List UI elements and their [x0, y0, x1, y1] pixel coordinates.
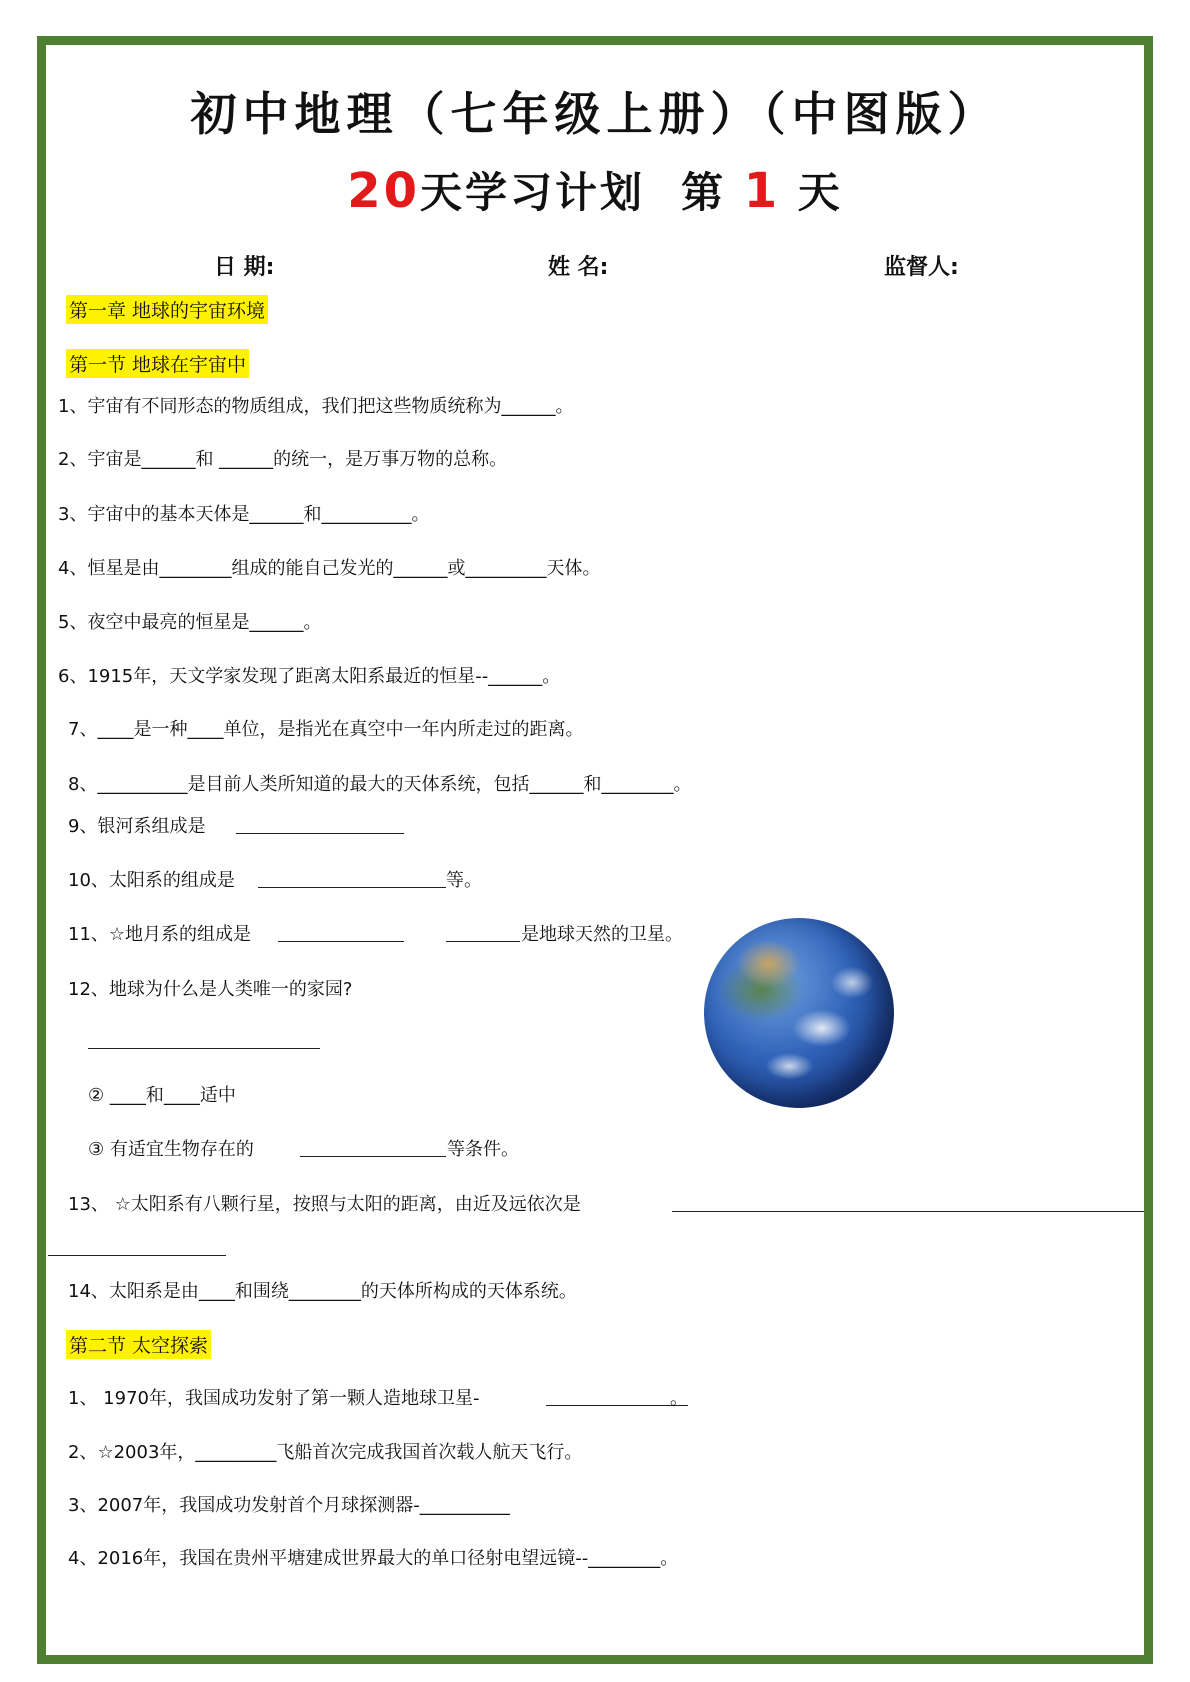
q12-answer-line-1	[88, 1048, 320, 1049]
s1-question-11: 11、☆地月系的组成是	[68, 924, 252, 945]
s1-question-2: 2、宇宙是______和 ______的统一，是万事万物的总称。	[58, 449, 508, 470]
s1-question-8: 8、__________是目前人类所知道的最大的天体系统，包括______和________。	[68, 774, 692, 795]
s1-question-10: 10、太阳系的组成是	[68, 870, 235, 891]
chapter-heading: 第一章 地球的宇宙环境	[66, 295, 268, 324]
s1-question-12-c-end: 等条件。	[447, 1139, 519, 1160]
s2-question-2: 2、☆2003年，_________飞船首次完成我国首次载人航天飞行。	[68, 1442, 583, 1463]
day-suffix: 天	[797, 168, 843, 217]
q12-answer-line-3	[300, 1156, 446, 1157]
s1-question-12-b: ② ____和____适中	[88, 1085, 236, 1106]
q13-answer-line-2	[48, 1255, 226, 1256]
s2-q1-answer-line	[546, 1405, 688, 1406]
plan-subtitle	[0, 160, 1190, 220]
plan-label: 天学习计划	[420, 168, 646, 217]
day-number: 1	[743, 163, 781, 219]
s1-question-3: 3、宇宙中的基本天体是______和__________。	[58, 504, 430, 525]
q11-answer-line-1	[278, 941, 404, 942]
plan-days-number: 20	[347, 163, 421, 219]
section1-heading: 第一节 地球在宇宙中	[66, 349, 249, 378]
q9-answer-line	[236, 833, 404, 834]
q13-answer-line-1	[672, 1211, 1144, 1212]
s1-question-7: 7、____是一种____单位，是指光在真空中一年内所走过的距离。	[68, 719, 584, 740]
s1-question-14: 14、太阳系是由____和围绕________的天体所构成的天体系统。	[68, 1281, 577, 1302]
s1-question-11-end: 是地球天然的卫星。	[521, 924, 683, 945]
s1-question-6: 6、1915年，天文学家发现了距离太阳系最近的恒星--______。	[58, 666, 561, 687]
s1-question-13: 13、 ☆太阳系有八颗行星，按照与太阳的距离，由近及远依次是	[68, 1194, 581, 1215]
s2-question-4: 4、2016年，我国在贵州平塘建成世界最大的单口径射电望远镜--________。	[68, 1548, 679, 1569]
s1-question-10-end: 等。	[446, 870, 482, 891]
s2-question-3: 3、2007年，我国成功发射首个月球探测器-__________	[68, 1495, 510, 1516]
s1-question-1: 1、宇宙有不同形态的物质组成，我们把这些物质统称为______。	[58, 396, 574, 417]
s2-question-1: 1、 1970年，我国成功发射了第一颗人造地球卫星-	[68, 1388, 480, 1409]
s1-question-5: 5、夜空中最亮的恒星是______。	[58, 612, 322, 633]
day-prefix: 第	[681, 168, 727, 217]
q10-answer-line	[258, 887, 446, 888]
s1-question-4: 4、恒星是由________组成的能自己发光的______或_________天体。	[58, 558, 601, 579]
s2-question-1-end: 。	[670, 1388, 688, 1409]
name-label: 姓 名:	[548, 255, 609, 280]
date-label: 日 期:	[214, 255, 275, 280]
earth-image	[704, 918, 894, 1108]
q11-answer-line-2	[446, 941, 520, 942]
supervisor-label: 监督人:	[884, 255, 959, 280]
section2-heading: 第二节 太空探索	[66, 1330, 211, 1359]
page-title: 初中地理（七年级上册）（中图版）	[190, 87, 1000, 141]
s1-question-12-c: ③ 有适宜生物存在的	[88, 1139, 254, 1160]
s1-question-9: 9、银河系组成是	[68, 816, 206, 837]
s1-question-12: 12、地球为什么是人类唯一的家园?	[68, 979, 353, 1000]
